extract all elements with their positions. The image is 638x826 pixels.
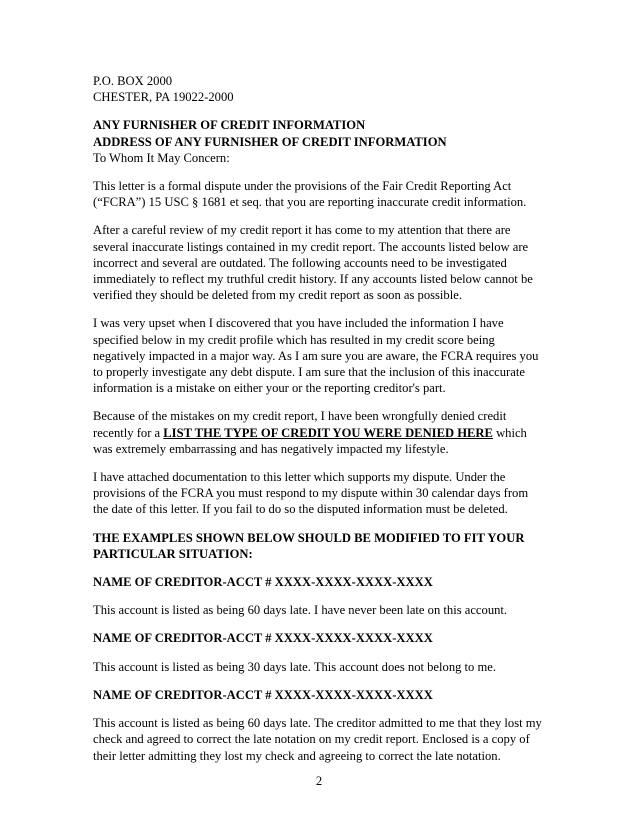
dispute-creditor-2: NAME OF CREDITOR-ACCT # XXXX-XXXX-XXXX-XXXX bbox=[93, 631, 433, 646]
paragraph-denied bbox=[93, 408, 545, 457]
examples-heading: THE EXAMPLES SHOWN BELOW SHOULD BE MODIFIED TO FIT YOUR PARTICULAR SITUATION: bbox=[93, 530, 525, 561]
paragraph-upset: I was very upset when I discovered that you have included the information I have specified below in my credit profile which has resulted in my credit score being negatively impacted in a major way. As I am sure you are aware, the FCRA requires you to properly investigate any debt dispute. I am sure that the inclusion of this inaccurate information is a mistake on either your or the reporting creditor's part. bbox=[93, 316, 539, 396]
denied-text-after: which was extremely embarrassing and has negatively impacted my lifestyle. bbox=[93, 425, 527, 456]
recipient-line-1: ANY FURNISHER OF CREDIT INFORMATION bbox=[93, 118, 366, 133]
paragraph-review: After a careful review of my credit report it has come to my attention that there are several inaccurate listings contained in my credit report. The accounts listed below are incorrect and several are outdated. The following accounts need to be investigated immediately to reflect my truthful credit history. If any accounts listed below cannot be verified they should be deleted from my credit report as soon as possible. bbox=[93, 223, 533, 303]
recipient-line-2: ADDRESS OF ANY FURNISHER OF CREDIT INFORMATION bbox=[93, 134, 447, 149]
denied-credit-placeholder: LIST THE TYPE OF CREDIT YOU WERE DENIED HERE bbox=[163, 425, 493, 440]
paragraph-documentation: I have attached documentation to this letter which supports my dispute. Under the provisions of the FCRA you must respond to my dispute within 30 calendar days from the date of this letter. If you fail to do so the disputed information must be deleted. bbox=[93, 470, 529, 517]
dispute-text-2: This account is listed as being 30 days late. This account does not belong to me. bbox=[93, 659, 497, 674]
address-line-2: CHESTER, PA 19022-2000 bbox=[93, 90, 234, 105]
letter-body bbox=[93, 73, 545, 776]
denied-text-before: Because of the mistakes on my credit report, I have been wrongfully denied credit recently for a bbox=[93, 409, 507, 440]
sender-address bbox=[93, 73, 545, 105]
recipient-block bbox=[93, 117, 545, 166]
address-line-1: P.O. BOX 2000 bbox=[93, 74, 173, 88]
paragraph-intro: This letter is a formal dispute under the provisions of the Fair Credit Reporting Act (“FCRA”) 15 USC § 1681 et seq. that you are reporting inaccurate credit information. bbox=[93, 179, 527, 210]
greeting: To Whom It May Concern: bbox=[93, 150, 230, 165]
page-number: 2 bbox=[315, 774, 323, 788]
dispute-creditor-3: NAME OF CREDITOR-ACCT # XXXX-XXXX-XXXX-XXXX bbox=[93, 687, 433, 702]
dispute-text-3: This account is listed as being 60 days late. The creditor admitted to me that they lost my check and agreed to correct the late notation on my credit report. Enclosed is a copy of their letter admitting they lost my check and agreeing to correct the late notation. bbox=[93, 716, 542, 763]
dispute-text-1: This account is listed as being 60 days late. I have never been late on this account. bbox=[93, 603, 508, 618]
dispute-creditor-1: NAME OF CREDITOR-ACCT # XXXX-XXXX-XXXX-XXXX bbox=[93, 575, 433, 590]
